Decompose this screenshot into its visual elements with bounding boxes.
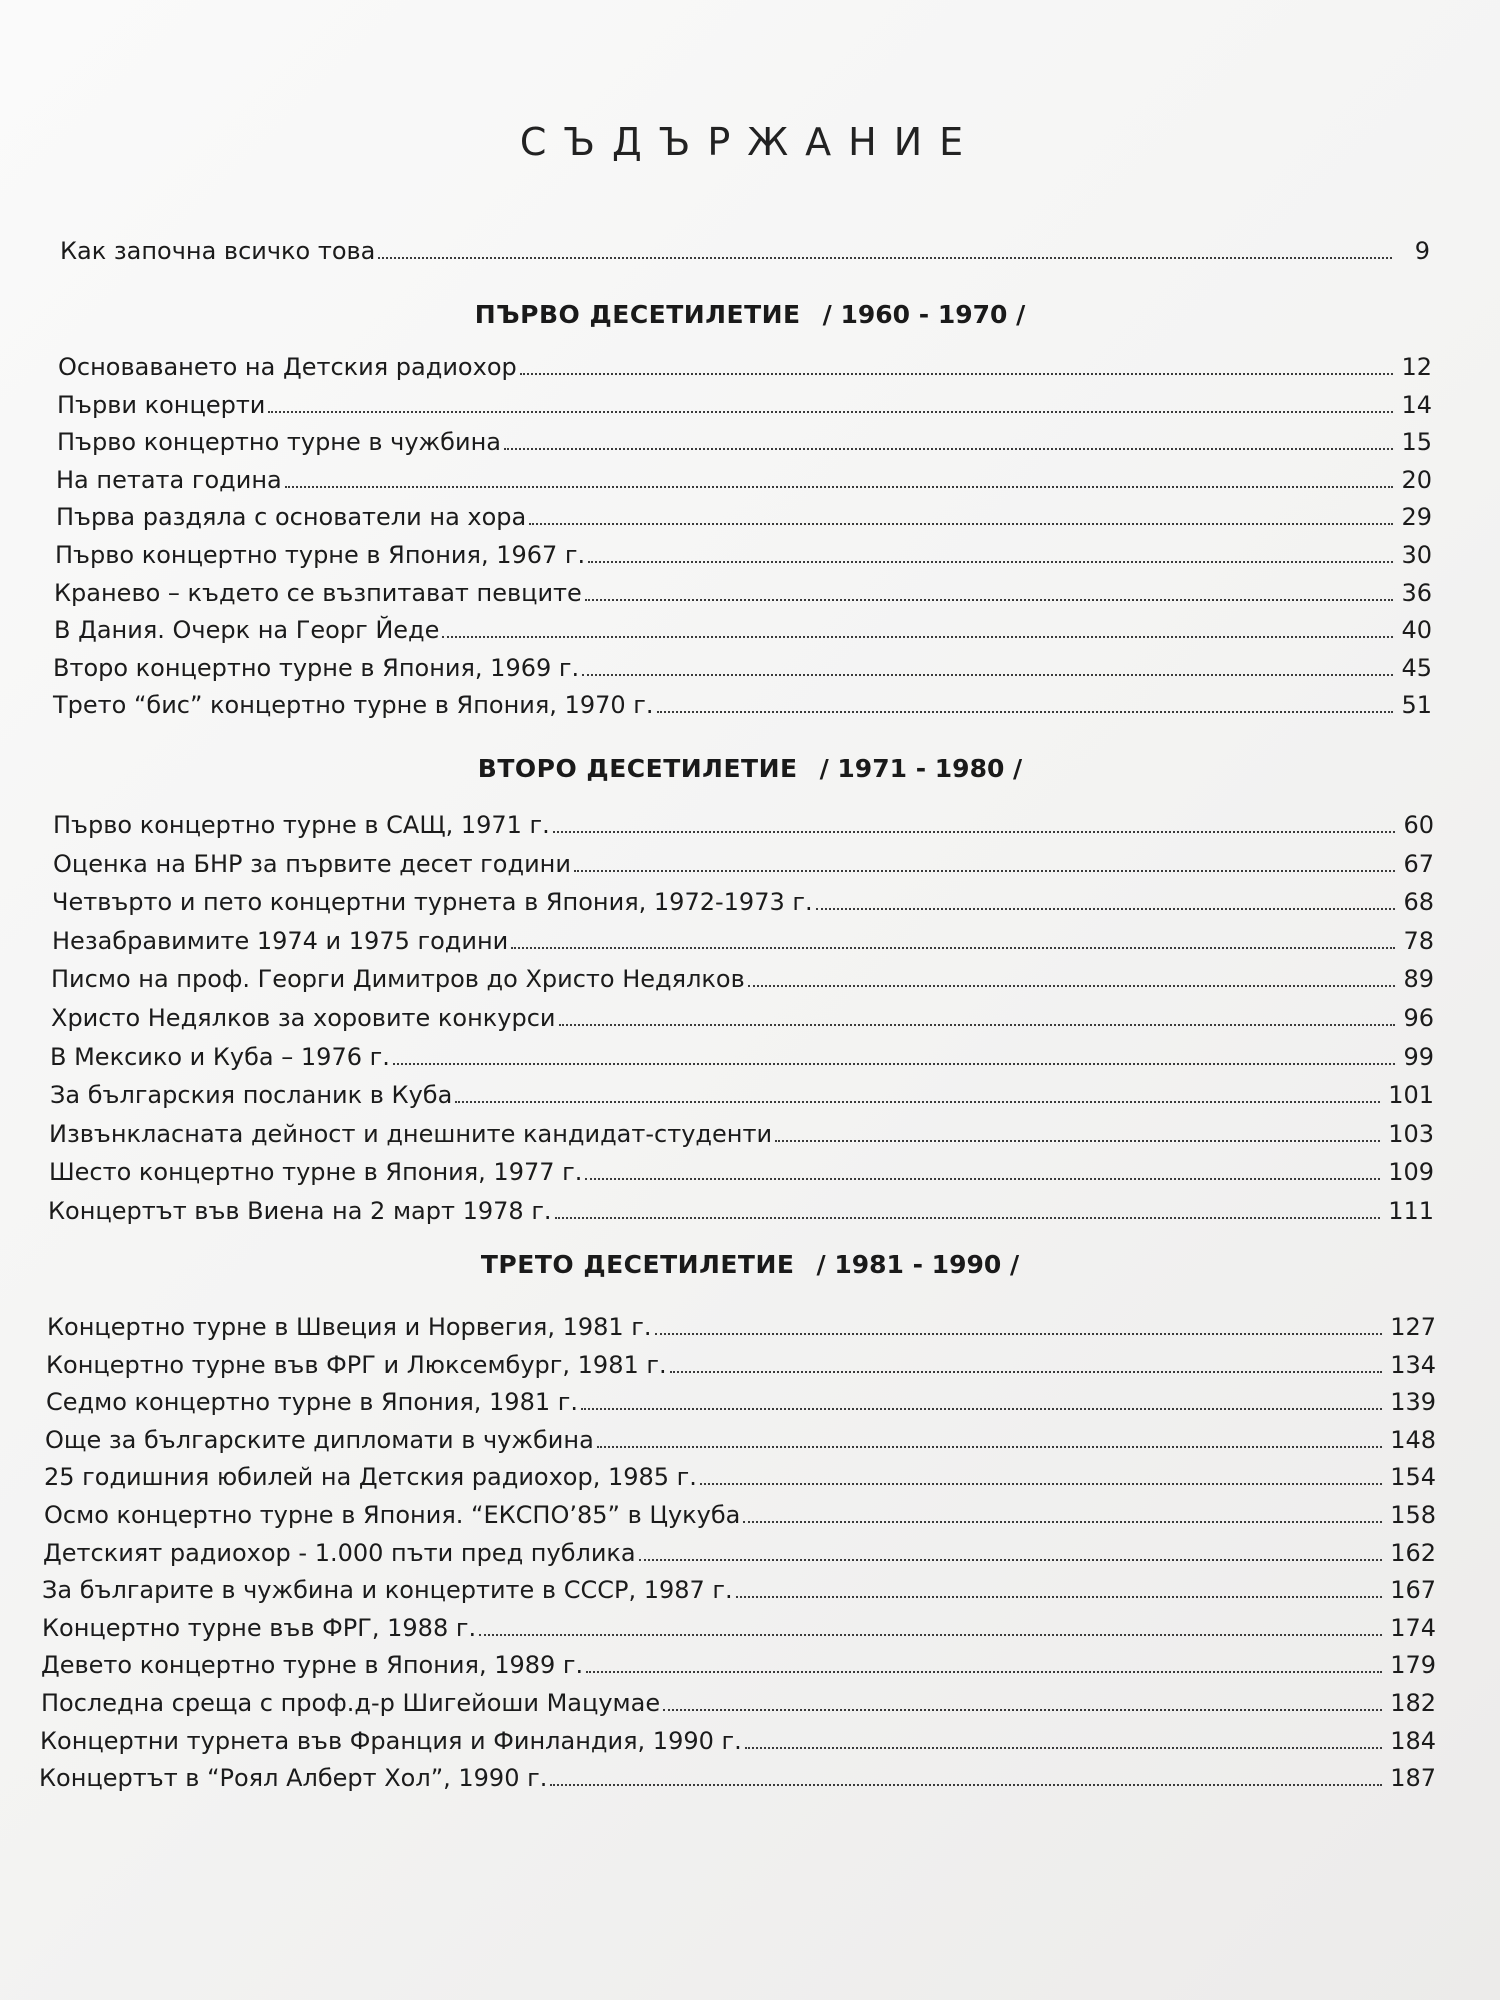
toc-entry-title: Първа раздяла с основатели на хора <box>56 503 527 531</box>
section-year-range: / 1981 - 1990 / <box>816 1250 1020 1279</box>
dot-leader <box>520 372 1394 375</box>
toc-entry-page: 60 <box>1403 811 1434 839</box>
toc-entry <box>54 615 1432 645</box>
page-title: СЪДЪРЖАНИЕ <box>519 120 981 164</box>
toc-entry-title: Незабравимите 1974 и 1975 години <box>52 927 509 955</box>
dot-leader <box>378 256 1392 259</box>
toc-entry-page: 167 <box>1390 1576 1436 1604</box>
dot-leader <box>559 1023 1396 1026</box>
section-heading <box>0 754 1500 783</box>
toc-entry-page: 179 <box>1390 1651 1436 1679</box>
toc-entry-page: 89 <box>1403 965 1434 993</box>
toc-entry-title: За българския посланик в Куба <box>50 1081 453 1109</box>
toc-entry <box>46 1350 1436 1380</box>
toc-entry-title: Концертно турне във ФРГ и Люксембург, 1981 г. <box>46 1351 667 1379</box>
dot-leader <box>550 1783 1382 1786</box>
toc-entry-title: Оценка на БНР за първите десет години <box>53 850 571 878</box>
toc-entry-page: 15 <box>1401 428 1432 456</box>
toc-entry <box>57 390 1432 420</box>
toc-entry-title: 25 годишния юбилей на Детския радиохор, 1985 г. <box>44 1463 697 1491</box>
toc-entry <box>51 964 1434 994</box>
toc-entry-page: 158 <box>1390 1501 1436 1529</box>
toc-entry-page: 101 <box>1388 1081 1434 1109</box>
toc-entry <box>40 1726 1436 1756</box>
toc-entry-page: 109 <box>1388 1158 1434 1186</box>
toc-entry <box>43 1538 1436 1568</box>
toc-entry-title: Концертът в “Роял Алберт Хол”, 1990 г. <box>39 1764 548 1792</box>
toc-entry <box>52 887 1434 917</box>
section-heading <box>0 300 1500 329</box>
toc-entry-page: 36 <box>1401 579 1432 607</box>
toc-entry-page: 162 <box>1390 1539 1436 1567</box>
toc-entry-page: 99 <box>1403 1043 1434 1071</box>
toc-entry-page: 148 <box>1390 1426 1436 1454</box>
toc-entry-title: Първо концертно турне в чужбина <box>57 428 501 456</box>
dot-leader <box>442 635 1393 638</box>
toc-entry-page: 78 <box>1403 927 1434 955</box>
dot-leader <box>663 1708 1382 1711</box>
toc-entry <box>53 690 1432 720</box>
toc-entry <box>53 810 1434 840</box>
dot-leader <box>586 1670 1382 1673</box>
toc-entry-title: Христо Недялков за хоровите конкурси <box>51 1004 556 1032</box>
toc-entry <box>56 465 1432 495</box>
toc-entry-page: 127 <box>1390 1313 1436 1341</box>
toc-entry-page: 96 <box>1403 1004 1434 1032</box>
toc-entry <box>41 1650 1436 1680</box>
toc-entry-title: Концертни турнета във Франция и Финландия, 1990 г. <box>40 1727 742 1755</box>
dot-leader <box>504 447 1393 450</box>
toc-entry <box>55 540 1432 570</box>
toc-entry-page: 40 <box>1401 616 1432 644</box>
toc-entry <box>56 502 1432 532</box>
toc-entry-page: 20 <box>1401 466 1432 494</box>
toc-entry-page: 111 <box>1388 1197 1434 1225</box>
toc-entry-page: 9 <box>1414 237 1430 265</box>
toc-entry <box>44 1462 1436 1492</box>
toc-entry-page: 187 <box>1390 1764 1436 1792</box>
toc-entry <box>50 1042 1434 1072</box>
dot-leader <box>748 984 1396 987</box>
toc-entry-title: Четвърто и пето концертни турнета в Япония, 1972-1973 г. <box>52 888 813 916</box>
toc-entry-title: На петата година <box>56 466 282 494</box>
dot-leader <box>736 1595 1383 1598</box>
toc-entry <box>49 1157 1434 1187</box>
dot-leader <box>816 907 1396 910</box>
dot-leader <box>597 1445 1382 1448</box>
section-name: ПЪРВО ДЕСЕТИЛЕТИЕ <box>474 300 801 329</box>
dot-leader <box>670 1370 1383 1373</box>
dot-leader <box>655 1332 1383 1335</box>
toc-entry <box>60 236 1430 266</box>
toc-entry-title: В Дания. Очерк на Георг Йеде <box>54 616 440 644</box>
toc-entry-title: Основаването на Детския радиохор <box>58 353 517 381</box>
toc-entry-page: 139 <box>1390 1388 1436 1416</box>
toc-entry-page: 68 <box>1403 888 1434 916</box>
toc-entry-page: 12 <box>1401 353 1432 381</box>
toc-entry <box>48 1196 1434 1226</box>
toc-entry <box>44 1500 1436 1530</box>
toc-entry-page: 154 <box>1390 1463 1436 1491</box>
toc-entry-title: Първи концерти <box>57 391 266 419</box>
toc-entry <box>53 653 1432 683</box>
toc-entry <box>52 926 1434 956</box>
toc-entry-title: Шесто концертно турне в Япония, 1977 г. <box>49 1158 583 1186</box>
dot-leader <box>588 560 1393 563</box>
toc-entry-title: Концертно турне в Швеция и Норвегия, 1981 г. <box>47 1313 652 1341</box>
toc-entry-page: 14 <box>1401 391 1432 419</box>
dot-leader <box>639 1558 1383 1561</box>
toc-entry-title: Концертът във Виена на 2 март 1978 г. <box>48 1197 552 1225</box>
dot-leader <box>581 1407 1382 1410</box>
dot-leader <box>553 830 1396 833</box>
toc-entry-page: 29 <box>1401 503 1432 531</box>
toc-entry-title: Трето “бис” концертно турне в Япония, 1970 г. <box>53 691 654 719</box>
section-name: ВТОРО ДЕСЕТИЛЕТИЕ <box>477 754 798 783</box>
toc-entry <box>42 1613 1436 1643</box>
section-year-range: / 1971 - 1980 / <box>819 754 1023 783</box>
toc-entry-page: 67 <box>1403 850 1434 878</box>
toc-entry <box>51 1003 1434 1033</box>
dot-leader <box>285 485 1394 488</box>
section-name: ТРЕТО ДЕСЕТИЛЕТИЕ <box>480 1250 795 1279</box>
toc-entry-title: В Мексико и Куба – 1976 г. <box>50 1043 390 1071</box>
dot-leader <box>529 522 1393 525</box>
toc-entry-title: Извънкласната дейност и днешните кандидат-студенти <box>49 1120 773 1148</box>
toc-entry <box>46 1387 1436 1417</box>
dot-leader <box>455 1100 1380 1103</box>
dot-leader <box>657 710 1394 713</box>
toc-entry-page: 103 <box>1388 1120 1434 1148</box>
dot-leader <box>393 1062 1396 1065</box>
dot-leader <box>574 869 1395 872</box>
toc-entry-title: Седмо концертно турне в Япония, 1981 г. <box>46 1388 578 1416</box>
dot-leader <box>582 673 1393 676</box>
dot-leader <box>268 410 1393 413</box>
dot-leader <box>700 1482 1382 1485</box>
toc-entry-title: Детският радиохор - 1.000 пъти пред публика <box>43 1539 636 1567</box>
toc-entry-page: 134 <box>1390 1351 1436 1379</box>
toc-entry <box>53 849 1434 879</box>
toc-entry <box>58 352 1432 382</box>
toc-entry <box>49 1119 1434 1149</box>
toc-entry <box>47 1312 1436 1342</box>
toc-entry-page: 182 <box>1390 1689 1436 1717</box>
dot-leader <box>743 1520 1382 1523</box>
toc-entry-title: Първо концертно турне в САЩ, 1971 г. <box>53 811 550 839</box>
dot-leader <box>585 598 1394 601</box>
dot-leader <box>511 946 1395 949</box>
dot-leader <box>745 1746 1382 1749</box>
toc-entry-title: Още за българските дипломати в чужбина <box>45 1426 594 1454</box>
toc-entry-title: Второ концертно турне в Япония, 1969 г. <box>53 654 580 682</box>
toc-entry-title: Как започна всичко това <box>60 237 376 265</box>
toc-entry-title: Първо концертно турне в Япония, 1967 г. <box>55 541 586 569</box>
dot-leader <box>555 1216 1381 1219</box>
toc-entry <box>41 1688 1436 1718</box>
section-heading <box>0 1250 1500 1279</box>
toc-entry-title: Кранево – където се възпитават певците <box>54 579 582 607</box>
section-year-range: / 1960 - 1970 / <box>822 300 1026 329</box>
toc-entry-page: 174 <box>1390 1614 1436 1642</box>
toc-entry-title: Последна среща с проф.д-р Шигейоши Мацумае <box>41 1689 661 1717</box>
toc-entry <box>54 578 1432 608</box>
toc-entry <box>39 1763 1436 1793</box>
toc-entry-title: Девето концертно турне в Япония, 1989 г. <box>41 1651 584 1679</box>
toc-entry-page: 51 <box>1401 691 1432 719</box>
toc-entry-title: Осмо концертно турне в Япония. “ЕКСПО’85” в Цукуба <box>44 1501 741 1529</box>
toc-entry <box>50 1080 1434 1110</box>
dot-leader <box>585 1177 1380 1180</box>
toc-entry-page: 184 <box>1390 1727 1436 1755</box>
dot-leader <box>775 1139 1380 1142</box>
toc-entry-page: 45 <box>1401 654 1432 682</box>
toc-entry <box>42 1575 1436 1605</box>
toc-entry <box>45 1425 1436 1455</box>
dot-leader <box>479 1633 1382 1636</box>
toc-entry-title: Писмо на проф. Георги Димитров до Христо Недялков <box>51 965 745 993</box>
toc-entry-title: Концертно турне във ФРГ, 1988 г. <box>42 1614 477 1642</box>
toc-entry <box>57 427 1432 457</box>
toc-entry-title: За българите в чужбина и концертите в СССР, 1987 г. <box>42 1576 733 1604</box>
toc-entry-page: 30 <box>1401 541 1432 569</box>
